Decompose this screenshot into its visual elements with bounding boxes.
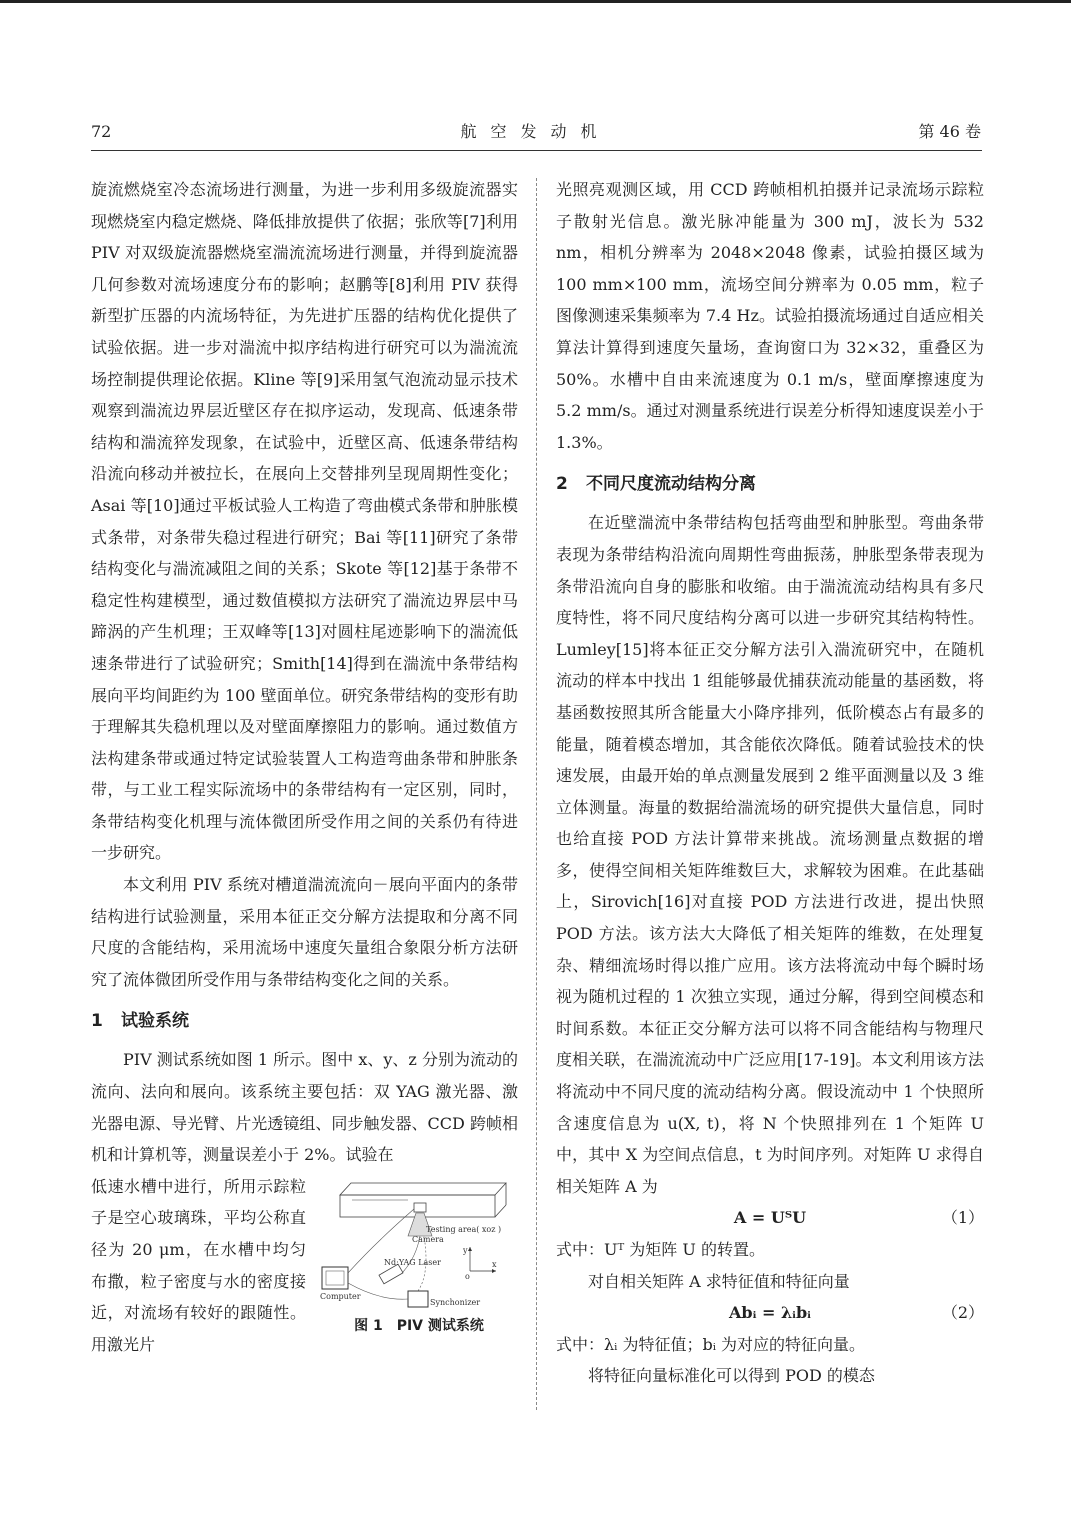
equation-body: Abᵢ = λᵢbᵢ	[728, 1303, 812, 1323]
right-column	[556, 174, 984, 1392]
axis-o-label: o	[465, 1271, 470, 1281]
paragraph: 将特征向量标准化可以得到 POD 的模态	[588, 1366, 875, 1386]
paragraph: PIV 测试系统如图 1 所示。图中 x、y、z 分别为流动的流向、法向和展向。该系统主要包括：双 YAG 激光器、激光器电源、导光臂、片光透镜组、同步触发器、CCD 跨帧相机和计算机等，测量误差小于 2%。试验在	[91, 1050, 518, 1165]
section-title: 不同尺度流动结构分离	[586, 474, 756, 495]
computer-label: Computer	[320, 1291, 361, 1301]
top-border	[0, 0, 1071, 3]
piv-system-diagram	[320, 1173, 516, 1313]
section-title: 试验系统	[121, 1011, 189, 1032]
journal-title: 航空发动机	[460, 122, 611, 141]
wrapped-text	[91, 1171, 306, 1361]
figure-caption: 图 1 PIV 测试系统	[354, 1317, 484, 1334]
paragraph: 旋流燃烧室冷态流场进行测量，为进一步利用多级旋流器实现燃烧室内稳定燃烧、降低排放提供了依据；张欣等[7]利用 PIV 对双级旋流器燃烧室湍流流场进行测量，并得到旋流器几何参数对流场速度分布的影响；赵鹏等[8]利用 PIV 获得新型扩压器的内流场特征，为先进扩压器的结构优化提供了试验依据。进一步对湍流中拟序结构进行研究可以为湍流流场控制提供理论依据。Kline 等[9]采用氢气泡流动显示技术观察到湍流边界层近壁区存在拟序运动，发现高、低速条带结构和湍流猝发现象，在试验中，近壁区高、低速条带结构沿流向移动并被拉长，在展向上交替排列呈现周期性变化；Asai 等[10]通过平板试验人工构造了弯曲模式条带和肿胀模式条带，对条带失稳过程进行研究；Bai 等[11]研究了条带结构变化与湍流减阻之间的关系；Skote 等[12]基于条带不稳定性构建模型，通过数值模拟方法研究了湍流边界层中马蹄涡的产生机理；王双峰等[13]对圆柱尾迹影响下的湍流低速条带进行了试验研究；Smith[14]得到在湍流中条带结构展向平均间距约为 100 壁面单位。研究条带结构的变形有助于理解其失稳机理以及对壁面摩擦阻力的影响。通过数值方法构建条带或通过特定试验装置人工构造弯曲条带和肿胀条带，与工业工程实际流场中的条带结构有一定区别，同时，条带结构变化机理与流体微团所受作用之间的关系仍有待进一步研究。	[91, 180, 518, 863]
equation-body: A = UᵀU	[733, 1208, 807, 1228]
axis-x-label: x	[492, 1259, 497, 1269]
equation-1	[556, 1202, 984, 1234]
paragraph: 光照亮观测区域，用 CCD 跨帧相机拍摄并记录流场示踪粒子散射光信息。激光脉冲能量为 300 mJ，波长为 532 nm，相机分辨率为 2048×2048 像素，试验拍摄区域为 100 mm×100 mm，流场空间分辨率为 0.05 mm，粒子图像测速采集频率为 7.4 Hz。试验拍摄流场通过自适应相关算法计算得到速度矢量场，查询窗口为 32×32，重叠区为 50%。水槽中自由来流速度为 0.1 m/s，壁面摩擦速度为 5.2 mm/s。通过对测量系统进行误差分析得知速度误差小于 1.3%。	[556, 180, 984, 452]
paragraph: 式中：λᵢ 为特征值；bᵢ 为对应的特征向量。	[556, 1334, 865, 1354]
volume-label: 第 46 卷	[918, 122, 981, 141]
paragraph: 本文利用 PIV 系统对槽道湍流流向－展向平面内的条带结构进行试验测量，采用本征正交分解方法提取和分离不同尺度的含能结构，采用流场中速度矢量组合象限分析方法研究了流体微团所受作用与条带结构变化之间的关系。	[91, 875, 518, 989]
testing-area-label: Testing area( xoz )	[426, 1224, 502, 1234]
laser-label: Nd:YAG Laser	[384, 1257, 441, 1267]
figure-wrap	[91, 1171, 518, 1361]
paragraph: 对自相关矩阵 A 求特征值和特征向量	[588, 1271, 850, 1291]
section-number: 2	[556, 474, 568, 495]
left-column	[91, 174, 518, 1360]
column-divider	[536, 178, 537, 1410]
section-heading	[91, 1007, 518, 1035]
paragraph: 在近壁湍流中条带结构包括弯曲型和肿胀型。弯曲条带表现为条带结构沿流向周期性弯曲振荡，肿胀型条带表现为条带沿流向自身的膨胀和收缩。由于湍流流动结构具有多尺度特性，将不同尺度结构分离可以进一步研究其结构特性。Lumley[15]将本征正交分解方法引入湍流研究中，在随机流动的样本中找出 1 组能够最优捕获流动能量的基函数，将基函数按照其所含能量大小降序排列，低阶模态占有最多的能量，随着模态增加，其含能依次降低。随着试验技术的快速发展，由最开始的单点测量发展到 2 维平面测量以及 3 维立体测量。海量的数据给湍流场的研究提供大量信息，同时也给直接 POD 方法计算带来挑战。流场测量点数据的增多，使得空间相关矩阵维数巨大，求解较为困难。在此基础上，Sirovich[16]对直接 POD 方法进行改进，提出快照 POD 方法。该方法大大降低了相关矩阵的维数，在处理复杂、精细流场时得以推广应用。该方法将流动中每个瞬时场视为随机过程的 1 次独立实现，通过分解，得到空间模态和时间系数。本征正交分解方法可以将不同含能结构与物理尺度相关联，在湍流流动中广泛应用[17-19]。本文利用该方法将流动中不同尺度的流动结构分离。假设流动中 1 个快照所含速度信息为 u(X, t)，将 N 个快照排列在 1 个矩阵 U 中，其中 X 为空间点信息，t 为时间序列。对矩阵 U 求得自相关矩阵 A 为	[556, 513, 984, 1196]
page-number: 72	[91, 122, 112, 141]
axis-y-label: y	[463, 1245, 468, 1255]
paragraph: 式中：Uᵀ 为矩阵 U 的转置。	[556, 1240, 765, 1259]
figure-1	[320, 1171, 518, 1361]
header-rule	[91, 150, 982, 151]
camera-label: Camera	[412, 1234, 444, 1244]
section-number: 1	[91, 1011, 103, 1032]
equation-number: （2）	[941, 1303, 984, 1323]
equation-number: （1）	[941, 1208, 984, 1228]
equation-2	[556, 1297, 984, 1329]
paragraph: 低速水槽中进行，所用示踪粒子是空心玻璃珠，平均公称直径为 20 μm，在水槽中均匀布撒，粒子密度与水的密度接近，对流场有较好的跟随性。用激光片	[91, 1176, 306, 1354]
section-heading	[556, 470, 984, 498]
synchronizer-label: Synchonizer	[430, 1297, 481, 1307]
